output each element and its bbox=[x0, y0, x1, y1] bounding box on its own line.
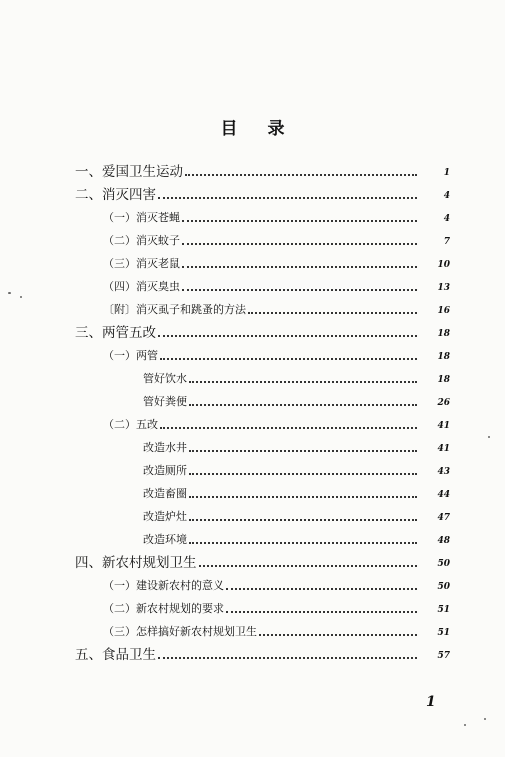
entry-page-number: 41 bbox=[437, 444, 450, 454]
dot-leader bbox=[248, 312, 417, 314]
toc-entry[interactable] bbox=[0, 530, 505, 548]
toc-entry[interactable] bbox=[0, 277, 505, 295]
dot-leader bbox=[189, 381, 417, 383]
entry-number: 二、 bbox=[75, 187, 102, 203]
entry-title: 改造水井 bbox=[143, 441, 187, 454]
entry-page-number: 18 bbox=[437, 352, 450, 362]
dot-leader bbox=[182, 266, 417, 268]
toc-entry[interactable] bbox=[0, 323, 505, 341]
entry-number: （一） bbox=[103, 349, 136, 362]
entry-number: 五、 bbox=[75, 647, 102, 663]
entry-number: 一、 bbox=[75, 164, 102, 180]
toc-entry[interactable] bbox=[0, 185, 505, 203]
entry-title: 改造畜圈 bbox=[143, 487, 187, 500]
entry-title: 怎样搞好新农村规划卫生 bbox=[136, 625, 257, 638]
entry-title: 新农村规划的要求 bbox=[136, 602, 224, 615]
title-char-2: 录 bbox=[267, 119, 285, 139]
toc-entry[interactable] bbox=[0, 622, 505, 640]
entry-title: 消灭苍蝇 bbox=[136, 211, 180, 224]
dot-leader bbox=[259, 634, 417, 636]
toc-entry[interactable] bbox=[0, 599, 505, 617]
entry-page-number: 18 bbox=[437, 375, 450, 385]
entry-page-number: 50 bbox=[437, 559, 450, 569]
toc-entry[interactable] bbox=[0, 346, 505, 364]
dot-leader bbox=[226, 588, 417, 590]
entry-number: （三） bbox=[103, 257, 136, 270]
entry-page-number: 50 bbox=[437, 582, 450, 592]
entry-title: 消灭老鼠 bbox=[136, 257, 180, 270]
entry-page-number: 1 bbox=[443, 168, 450, 178]
entry-page-number: 10 bbox=[437, 260, 450, 270]
entry-title: 改造厕所 bbox=[143, 464, 187, 477]
entry-title: 消灭虱子和跳蚤的方法 bbox=[136, 303, 246, 316]
entry-page-number: 48 bbox=[437, 536, 450, 546]
dot-leader bbox=[189, 542, 417, 544]
dot-leader bbox=[182, 220, 417, 222]
entry-title: 新农村规划卫生 bbox=[102, 555, 197, 571]
dot-leader bbox=[189, 450, 417, 452]
scan-speck bbox=[488, 436, 490, 438]
entry-title: 食品卫生 bbox=[102, 647, 156, 663]
toc-entry[interactable] bbox=[0, 461, 505, 479]
toc-entry[interactable] bbox=[0, 484, 505, 502]
entry-page-number: 26 bbox=[437, 398, 450, 408]
entry-page-number: 57 bbox=[437, 651, 450, 661]
dot-leader bbox=[182, 243, 417, 245]
page-folio-number: 1 bbox=[426, 694, 436, 710]
dot-leader bbox=[160, 358, 417, 360]
entry-title: 消灭蚊子 bbox=[136, 234, 180, 247]
entry-page-number: 43 bbox=[437, 467, 450, 477]
entry-title: 爱国卫生运动 bbox=[102, 164, 183, 180]
toc-entry[interactable] bbox=[0, 300, 505, 318]
entry-page-number: 18 bbox=[437, 329, 450, 339]
entry-page-number: 4 bbox=[443, 214, 450, 224]
entry-title: 五改 bbox=[136, 418, 158, 431]
entry-title: 管好粪便 bbox=[143, 395, 187, 408]
entry-number: （二） bbox=[103, 602, 136, 615]
entry-number: （四） bbox=[103, 280, 136, 293]
dot-leader bbox=[189, 473, 417, 475]
toc-entry[interactable] bbox=[0, 507, 505, 525]
scan-speck bbox=[484, 718, 486, 720]
dot-leader bbox=[199, 565, 418, 567]
dot-leader bbox=[158, 197, 417, 199]
entry-number: （一） bbox=[103, 211, 136, 224]
toc-entry[interactable] bbox=[0, 231, 505, 249]
entry-number: 四、 bbox=[75, 555, 102, 571]
entry-title: 改造环境 bbox=[143, 533, 187, 546]
scan-speck bbox=[20, 296, 22, 298]
toc-entry[interactable] bbox=[0, 254, 505, 272]
entry-page-number: 7 bbox=[443, 237, 450, 247]
entry-number: 三、 bbox=[75, 325, 102, 341]
entry-title: 改造炉灶 bbox=[143, 510, 187, 523]
entry-page-number: 51 bbox=[437, 605, 450, 615]
entry-number: （二） bbox=[103, 418, 136, 431]
entry-page-number: 16 bbox=[437, 306, 450, 316]
dot-leader bbox=[189, 496, 417, 498]
dot-leader bbox=[226, 611, 417, 613]
entry-page-number: 47 bbox=[437, 513, 450, 523]
dot-leader bbox=[182, 289, 417, 291]
entry-title: 消灭四害 bbox=[102, 187, 156, 203]
scan-speck bbox=[8, 292, 11, 294]
dot-leader bbox=[158, 335, 417, 337]
toc-entry[interactable] bbox=[0, 553, 505, 571]
dot-leader bbox=[158, 657, 417, 659]
entry-page-number: 44 bbox=[437, 490, 450, 500]
dot-leader bbox=[189, 519, 417, 521]
entry-title: 两管五改 bbox=[102, 325, 156, 341]
dot-leader bbox=[185, 174, 417, 176]
entry-number: （二） bbox=[103, 234, 136, 247]
toc-entry[interactable] bbox=[0, 415, 505, 433]
entry-title: 消灭臭虫 bbox=[136, 280, 180, 293]
toc-entry[interactable] bbox=[0, 438, 505, 456]
toc-entry[interactable] bbox=[0, 208, 505, 226]
entry-page-number: 51 bbox=[437, 628, 450, 638]
toc-entry[interactable] bbox=[0, 576, 505, 594]
entry-page-number: 4 bbox=[443, 191, 450, 201]
toc-entry[interactable] bbox=[0, 369, 505, 387]
entry-number: （三） bbox=[103, 625, 136, 638]
entry-page-number: 13 bbox=[437, 283, 450, 293]
scan-speck bbox=[464, 724, 466, 726]
dot-leader bbox=[189, 404, 417, 406]
toc-entry[interactable] bbox=[0, 392, 505, 410]
entry-title: 建设新农村的意义 bbox=[136, 579, 224, 592]
toc-entry[interactable] bbox=[0, 162, 505, 180]
entry-number: （一） bbox=[103, 579, 136, 592]
entry-title: 两管 bbox=[136, 349, 158, 362]
entry-page-number: 41 bbox=[437, 421, 450, 431]
dot-leader bbox=[160, 427, 417, 429]
title-char-1: 目 bbox=[220, 119, 238, 139]
toc-entry[interactable] bbox=[0, 645, 505, 663]
entry-number: 〔附〕 bbox=[103, 303, 136, 316]
entry-title: 管好饮水 bbox=[143, 372, 187, 385]
